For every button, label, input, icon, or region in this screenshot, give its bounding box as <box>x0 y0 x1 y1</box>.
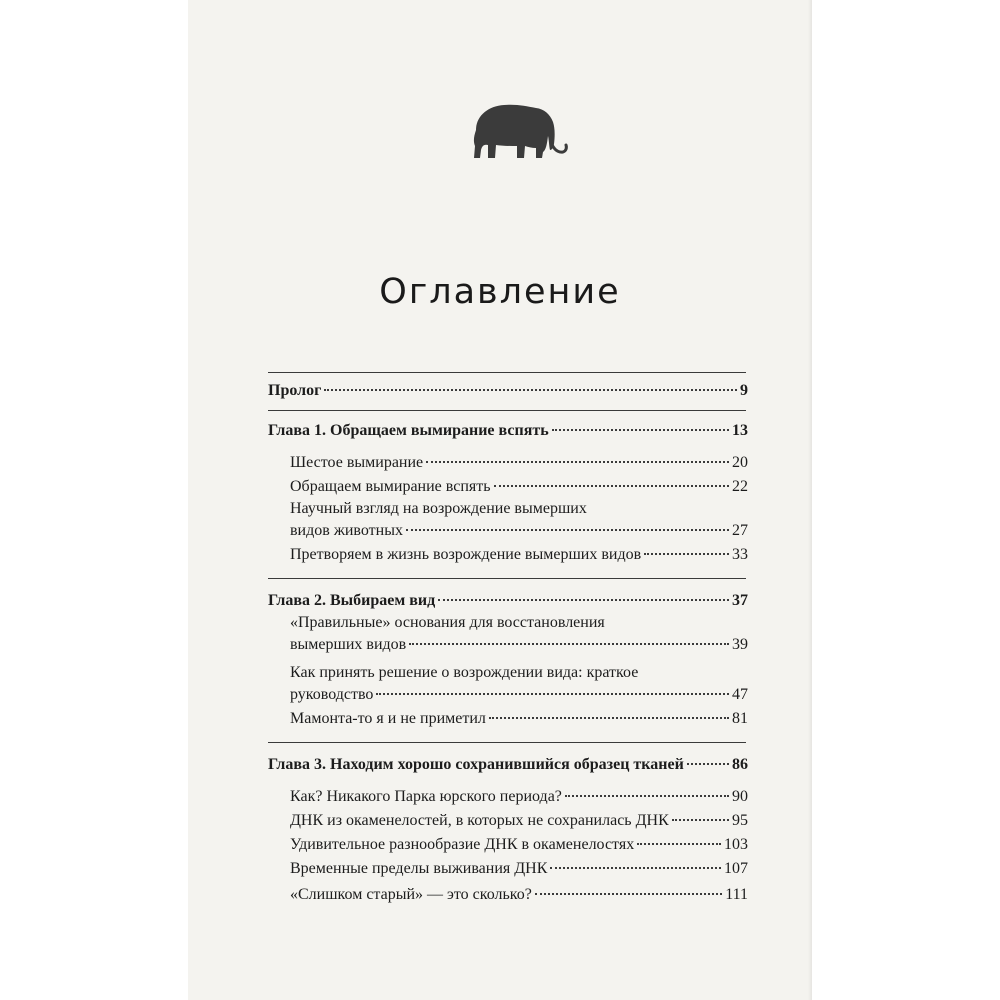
toc-entry-section <box>290 786 748 808</box>
toc-entry-page: 103 <box>724 836 748 853</box>
toc-entry-section <box>290 544 748 566</box>
toc-entry-title: Глава 1. Обращаем вымирание вспять <box>268 422 549 439</box>
toc-entry-chapter-1 <box>268 420 748 442</box>
toc-entry-title: Удивительное разнообразие ДНК в окаменелостях <box>290 836 635 853</box>
toc-entry-section <box>290 452 748 474</box>
toc-entry-page: 111 <box>725 886 748 903</box>
toc-entry-section <box>290 498 748 542</box>
toc-entry-page: 86 <box>732 756 748 773</box>
toc-entry-title: «Слишком старый» — это сколько? <box>290 886 532 903</box>
toc-entry-page: 107 <box>724 860 748 877</box>
toc-entry-page: 81 <box>732 710 748 727</box>
toc-entry-section <box>290 884 748 906</box>
divider <box>268 410 746 411</box>
toc-entry-title-line1: Как принять решение о возрождении вида: краткое <box>290 664 639 681</box>
toc-entry-page: 20 <box>732 454 748 471</box>
toc-entry-title: Мамонта-то я и не приметил <box>290 710 486 727</box>
page-edge-shadow <box>808 0 812 1000</box>
toc-entry-page: 47 <box>732 686 748 703</box>
book-page <box>188 0 812 1000</box>
toc-entry-title-line1: «Правильные» основания для восстановления <box>290 614 605 631</box>
toc-entry-page: 27 <box>732 522 748 539</box>
toc-entry-page: 90 <box>732 788 748 805</box>
toc-entry-chapter-3 <box>268 754 748 776</box>
toc-entry-section <box>290 858 748 880</box>
toc-entry-page: 37 <box>732 592 748 609</box>
page-title: Оглавление <box>379 272 621 312</box>
toc-entry-title: Глава 3. Находим хорошо сохранившийся образец тканей <box>268 756 684 773</box>
toc-entry-prologue <box>268 380 748 402</box>
toc-entry-section <box>290 612 748 656</box>
toc-entry-title: Глава 2. Выбираем вид <box>268 592 436 609</box>
toc-entry-page: 9 <box>740 382 748 399</box>
toc-entry-section <box>290 476 748 498</box>
toc-entry-page: 95 <box>732 812 748 829</box>
toc-entry-title-line2: видов животных <box>290 522 403 539</box>
toc-entry-section <box>290 834 748 856</box>
toc-entry-title: Обращаем вымирание вспять <box>290 478 491 495</box>
toc-entry-page: 33 <box>732 546 748 563</box>
toc-entry-title: Как? Никакого Парка юрского периода? <box>290 788 562 805</box>
toc-entry-chapter-2 <box>268 590 748 612</box>
toc-entry-title: Пролог <box>268 382 322 399</box>
divider <box>268 372 746 373</box>
toc-entry-page: 39 <box>732 636 748 653</box>
divider <box>268 578 746 579</box>
toc-entry-section <box>290 810 748 832</box>
toc-entry-title-line1: Научный взгляд на возрождение вымерших <box>290 500 587 517</box>
toc-entry-title: Шестое вымирание <box>290 454 424 471</box>
mammoth-icon <box>470 100 570 164</box>
toc-entry-section <box>290 708 748 730</box>
toc-entry-title: Временные пределы выживания ДНК <box>290 860 548 877</box>
toc-entry-title-line2: руководство <box>290 686 374 703</box>
toc-entry-page: 22 <box>732 478 748 495</box>
toc-entry-page: 13 <box>732 422 748 439</box>
toc-entry-section <box>290 662 748 706</box>
divider <box>268 742 746 743</box>
toc-entry-title-line2: вымерших видов <box>290 636 407 653</box>
toc-entry-title: ДНК из окаменелостей, в которых не сохранилась ДНК <box>290 812 669 829</box>
toc-entry-title: Претворяем в жизнь возрождение вымерших видов <box>290 546 642 563</box>
